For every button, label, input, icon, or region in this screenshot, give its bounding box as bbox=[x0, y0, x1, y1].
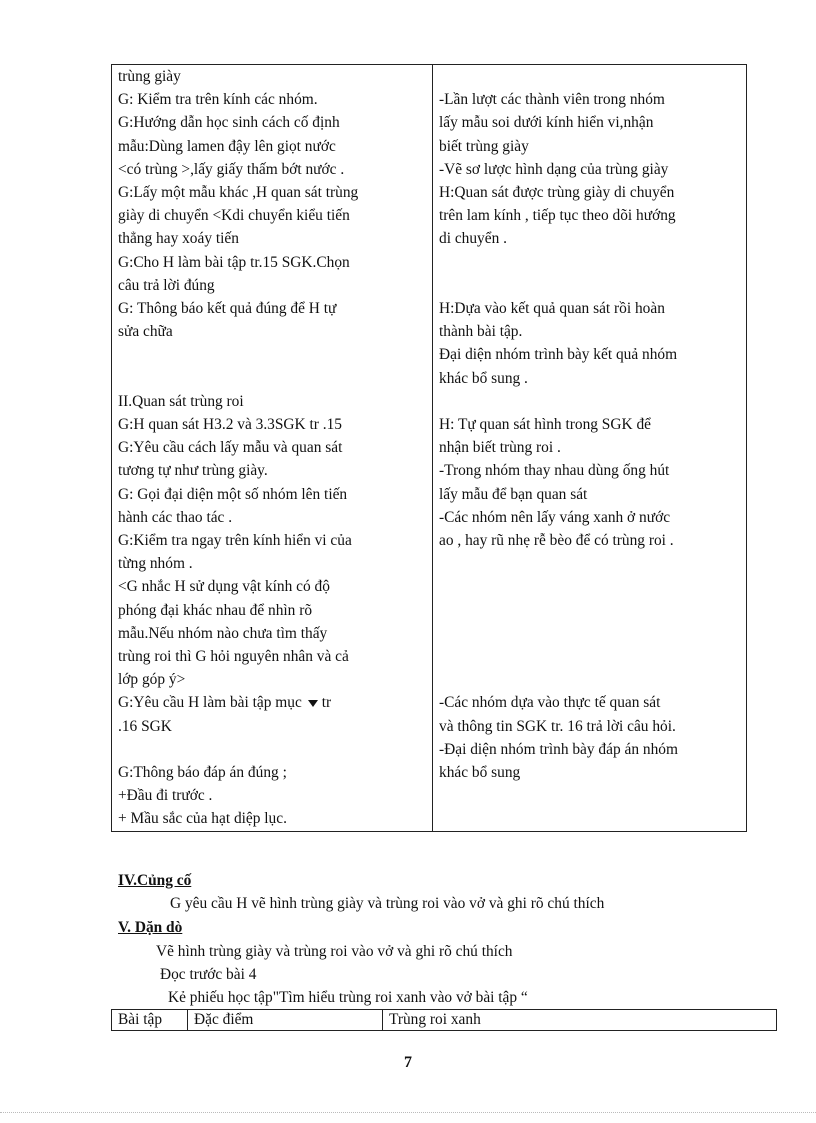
text-line: G: Kiểm tra trên kính các nhóm. bbox=[118, 91, 318, 109]
text-line: +Đầu đi trước . bbox=[118, 787, 213, 805]
table-row bbox=[112, 65, 747, 832]
text-line: phóng đại khác nhau để nhìn rõ bbox=[118, 601, 313, 619]
text-line: khác bổ sung . bbox=[439, 369, 528, 387]
blank-line bbox=[439, 251, 740, 274]
section-5-heading: V. Dặn dò bbox=[118, 919, 183, 936]
blank-line bbox=[439, 645, 740, 668]
text-line: G:Cho H làm bài tập tr.15 SGK.Chọn bbox=[118, 253, 350, 271]
text-line: G:Hướng dẫn học sinh cách cố định bbox=[118, 114, 340, 132]
text-line: -Trong nhóm thay nhau dùng ống hút bbox=[439, 462, 670, 480]
lesson-activity-table bbox=[111, 64, 747, 832]
blank-line bbox=[118, 343, 426, 366]
text-line: hành các thao tác . bbox=[118, 508, 233, 526]
text-line: mẫu.Nếu nhóm nào chưa tìm thấy bbox=[118, 624, 328, 642]
text-line: ao , hay rũ nhẹ rễ bèo để có trùng roi . bbox=[439, 532, 674, 549]
text-line: <G nhắc H sử dụng vật kính có độ bbox=[118, 578, 330, 596]
text-line: Đại diện nhóm trình bày kết quả nhóm bbox=[439, 346, 678, 364]
blank-line bbox=[118, 738, 426, 761]
exercise-instruction-line bbox=[118, 691, 426, 714]
page-number: 7 bbox=[404, 1054, 412, 1071]
text-line: trùng giày bbox=[118, 68, 181, 85]
blank-line bbox=[439, 274, 740, 297]
text-line: biết trùng giày bbox=[439, 137, 529, 155]
blank-line bbox=[439, 65, 740, 88]
text-line: nhận biết trùng roi . bbox=[439, 439, 561, 457]
text-line: II.Quan sát trùng roi bbox=[118, 392, 244, 410]
blank-line bbox=[439, 575, 740, 598]
blank-line bbox=[439, 390, 740, 413]
text-line: G:Yêu cầu cách lấy mẫu và quan sát bbox=[118, 439, 343, 457]
text-line: thẳng hay xoáy tiến bbox=[118, 230, 239, 248]
text-line: G:Lấy một mẫu khác ,H quan sát trùng bbox=[118, 184, 359, 202]
text-line: G:Thông báo đáp án đúng ; bbox=[118, 764, 287, 782]
text-line: và thông tin SGK tr. 16 trả lời câu hỏi. bbox=[439, 717, 676, 735]
student-activity-column bbox=[433, 65, 747, 832]
text-line: .16 SGK bbox=[118, 717, 172, 735]
section-5-line-2: Đọc trước bài 4 bbox=[160, 966, 257, 983]
teacher-activity-column bbox=[112, 65, 433, 832]
text-line: -Đại diện nhóm trình bày đáp án nhóm bbox=[439, 740, 678, 758]
text-line: H: Tự quan sát hình trong SGK để bbox=[439, 415, 651, 433]
header-bai-tap: Bài tập bbox=[112, 1010, 188, 1031]
section-5-line-1: Vẽ hình trùng giày và trùng roi vào vở và ghi rõ chú thích bbox=[156, 943, 513, 960]
blank-line bbox=[118, 367, 426, 390]
blank-line bbox=[439, 668, 740, 691]
text-line: trên lam kính , tiếp tục theo dõi hướng bbox=[439, 207, 676, 225]
text-line: lớp góp ý> bbox=[118, 671, 186, 689]
text-line: di chuyển . bbox=[439, 230, 507, 248]
text-line: lấy mẫu để bạn quan sát bbox=[439, 485, 588, 503]
text-line: G:Kiểm tra ngay trên kính hiển vi của bbox=[118, 532, 352, 550]
exercise-instruction-suffix: tr bbox=[321, 694, 332, 712]
text-line: mẫu:Dùng lamen đậy lên giọt nước bbox=[118, 137, 336, 155]
exercise-instruction-text: G:Yêu cầu H làm bài tập mục bbox=[118, 694, 302, 712]
text-line: G: Thông báo kết quả đúng để H tự bbox=[118, 300, 337, 318]
text-line: H:Dựa vào kết quả quan sát rồi hoàn bbox=[439, 299, 665, 317]
text-line: tương tự như trùng giày. bbox=[118, 462, 268, 480]
header-dac-diem: Đặc điểm bbox=[188, 1010, 383, 1031]
blank-line bbox=[439, 552, 740, 575]
text-line: -Vẽ sơ lược hình dạng của trùng giày bbox=[439, 160, 669, 178]
header-trung-roi-xanh: Trùng roi xanh bbox=[383, 1010, 777, 1031]
blank-line bbox=[439, 622, 740, 645]
section-5-line-3: Kẻ phiếu học tập"Tìm hiểu trùng roi xanh vào vở bài tập “ bbox=[168, 989, 528, 1006]
triangle-down-icon bbox=[308, 700, 318, 707]
text-line: -Các nhóm dựa vào thực tế quan sát bbox=[439, 694, 661, 712]
blank-line bbox=[439, 599, 740, 622]
section-4-heading: IV.Củng cố bbox=[118, 872, 192, 889]
text-line: -Các nhóm nên lấy váng xanh ở nước bbox=[439, 508, 671, 526]
text-line: H:Quan sát được trùng giày di chuyển bbox=[439, 184, 675, 201]
text-line: giày di chuyển <Kdi chuyển kiểu tiến bbox=[118, 207, 350, 225]
text-line: -Lần lượt các thành viên trong nhóm bbox=[439, 91, 665, 109]
text-line: <có trùng >,lấy giấy thấm bớt nước . bbox=[118, 160, 345, 178]
text-line: sửa chữa bbox=[118, 323, 173, 341]
text-line: thành bài tập. bbox=[439, 323, 523, 341]
page-bottom-rule bbox=[0, 1112, 816, 1113]
text-line: khác bổ sung bbox=[439, 763, 521, 781]
text-line: G: Gọi đại diện một số nhóm lên tiến bbox=[118, 485, 348, 503]
text-line: từng nhóm . bbox=[118, 555, 193, 573]
text-line: G:H quan sát H3.2 và 3.3SGK tr .15 bbox=[118, 416, 342, 434]
worksheet-table bbox=[111, 1009, 777, 1031]
text-line: trùng roi thì G hỏi nguyên nhân và cả bbox=[118, 648, 349, 666]
table-header-row bbox=[112, 1010, 777, 1031]
text-line: lấy mẫu soi dưới kính hiển vi,nhận bbox=[439, 114, 654, 132]
text-line: + Mầu sắc của hạt diệp lục. bbox=[118, 810, 287, 828]
text-line: câu trả lời đúng bbox=[118, 276, 215, 294]
section-4-text: G yêu cầu H vẽ hình trùng giày và trùng roi vào vở và ghi rõ chú thích bbox=[170, 895, 605, 912]
